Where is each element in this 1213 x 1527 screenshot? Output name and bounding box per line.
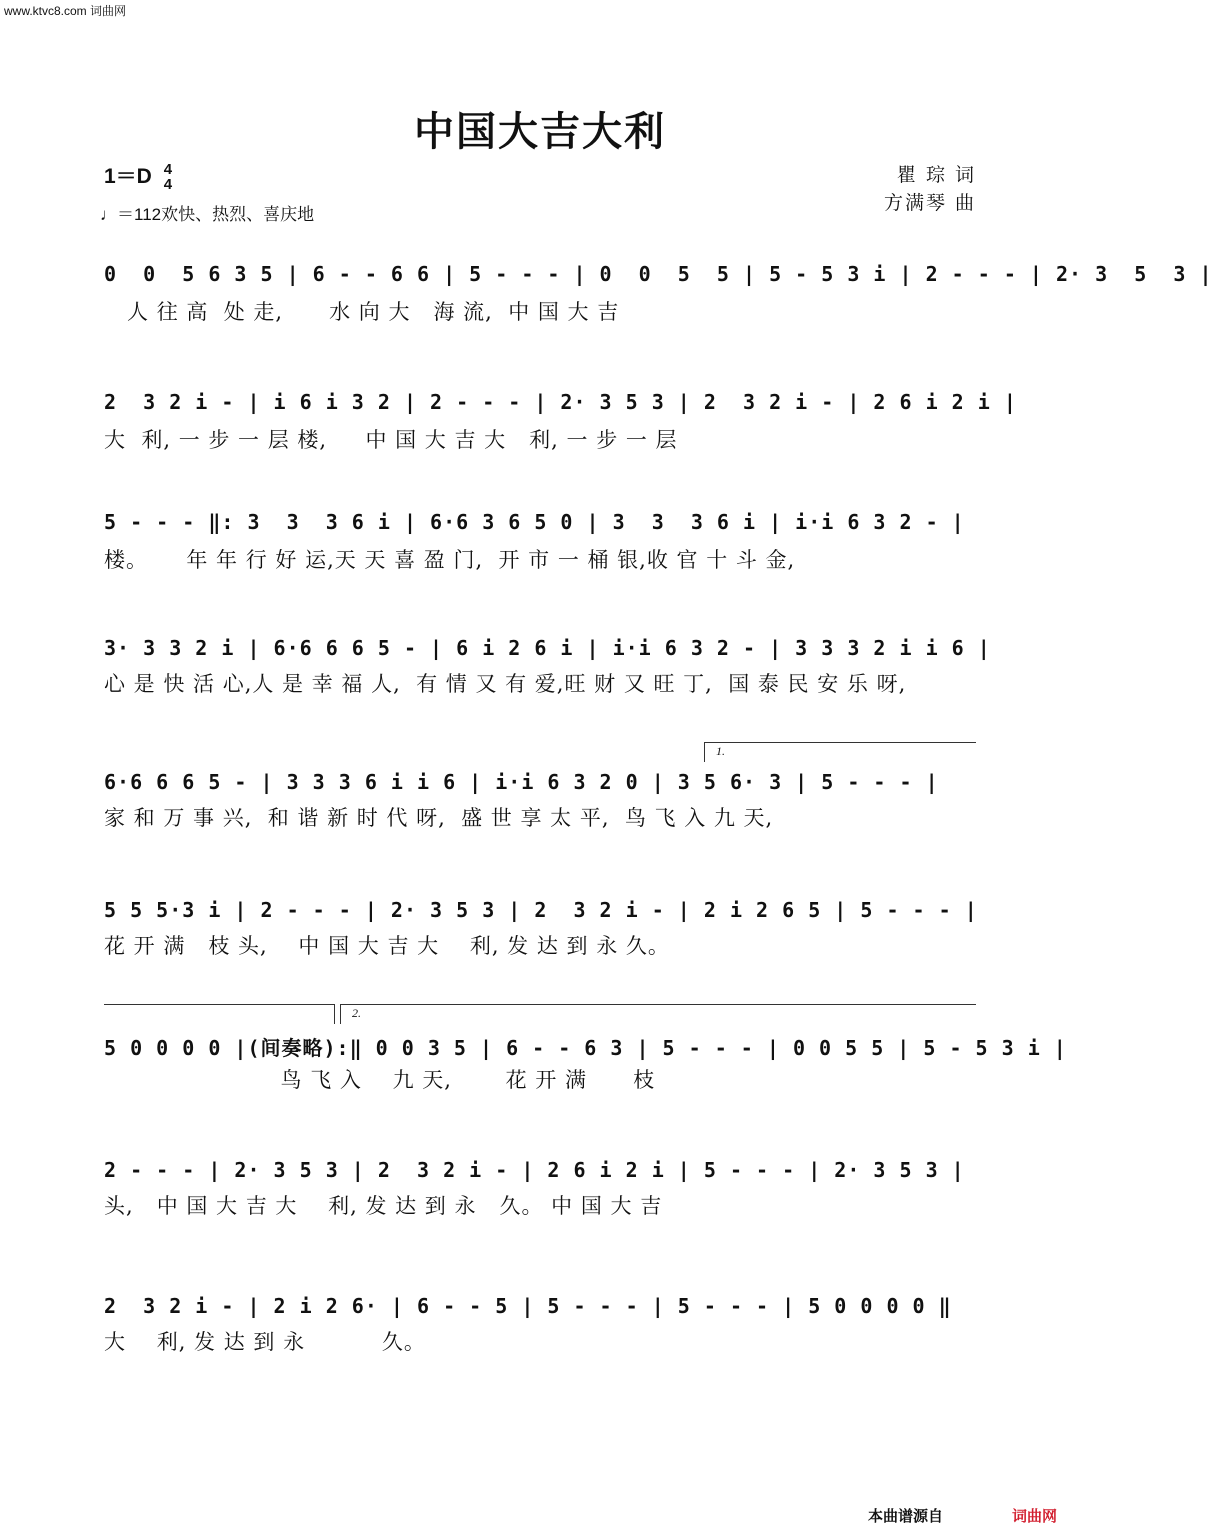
volta-1-end (334, 1004, 335, 1024)
footer-source-text: 本曲谱源自 (868, 1508, 944, 1525)
notation-row-2: 2 3 2 i - | i 6 i 3 2 | 2 - - - | 2· 3 5 3 | 2 3 2 i - | 2 6 i 2 i | (104, 390, 1017, 414)
notation-row-5: 6·6 6 6 5 - | 3 3 3 6 i i 6 | i·i 6 3 2 0 | 3 5 6· 3 | 5 - - - | (104, 770, 939, 794)
volta-2-bracket-edge (340, 1004, 341, 1024)
volta-1-continuation (104, 1004, 334, 1005)
volta-1-bracket-edge (704, 742, 705, 762)
notation-row-6: 5 5 5·3 i | 2 - - - | 2· 3 5 3 | 2 3 2 i - | 2 i 2 6 5 | 5 - - - | (104, 898, 978, 922)
song-title: 中国大吉大利 (414, 108, 666, 155)
lyrics-row-9: 大 利, 发 达 到 永 久。 (104, 1330, 426, 1354)
volta-1-label: 1. (716, 744, 725, 758)
notation-row-8: 2 - - - | 2· 3 5 3 | 2 3 2 i - | 2 6 i 2 i | 5 - - - | 2· 3 5 3 | (104, 1158, 965, 1182)
notation-row-9: 2 3 2 i - | 2 i 2 6· | 6 - - 5 | 5 - - - | 5 - - - | 5 0 0 0 0 ‖ (104, 1294, 952, 1318)
key-label: 1＝D (104, 165, 152, 188)
lyricist-credit: 瞿 琮 词 (896, 164, 976, 186)
notation-row-4: 3· 3 3 2 i | 6·6 6 6 5 - | 6 i 2 6 i | i·i 6 3 2 - | 3 3 3 2 i i 6 | (104, 636, 991, 660)
key-signature (104, 160, 172, 192)
tempo-marking: ♩＝112欢快、热烈、喜庆地 (100, 205, 315, 224)
time-signature (164, 162, 172, 192)
lyrics-row-1: 人 往 高 处 走, 水 向 大 海 流, 中 国 大 吉 (104, 300, 620, 324)
notation-row-1: 0 0 5 6 3 5 | 6 - - 6 6 | 5 - - - | 0 0 5 5 | 5 - 5 3 i | 2 - - - | 2· 3 5 3 | (104, 262, 1213, 286)
volta-2-label: 2. (352, 1006, 361, 1020)
lyrics-row-5: 家 和 万 事 兴, 和 谐 新 时 代 呀, 盛 世 享 太 平, 鸟 飞 入 九 天, (104, 806, 774, 830)
lyrics-row-4: 心 是 快 活 心,人 是 幸 福 人, 有 情 又 有 爱,旺 财 又 旺 丁, 国 泰 民 安 乐 呀, (104, 672, 907, 696)
footer-brand-logo[interactable]: 词曲网 (1012, 1508, 1058, 1525)
lyrics-row-2: 大 利, 一 步 一 层 楼, 中 国 大 吉 大 利, 一 步 一 层 (104, 428, 678, 452)
lyrics-row-6: 花 开 满 枝 头, 中 国 大 吉 大 利, 发 达 到 永 久。 (104, 934, 670, 958)
volta-2-bracket (340, 1004, 976, 1005)
notation-row-7: 5 0 0 0 0 |(间奏略):‖ 0 0 3 5 | 6 - - 6 3 | 5 - - - | 0 0 5 5 | 5 - 5 3 i | (104, 1036, 1067, 1060)
composer-credit: 方满琴 曲 (883, 192, 976, 214)
lyrics-row-3: 楼。 年 年 行 好 运,天 天 喜 盈 门, 开 市 一 桶 银,收 官 十 斗 金, (104, 548, 796, 572)
site-url[interactable]: www.ktvc8.com 词曲网 (4, 4, 127, 18)
time-bottom: 4 (163, 176, 173, 194)
volta-1-bracket (704, 742, 976, 743)
time-top: 4 (163, 161, 173, 179)
lyrics-row-7: 鸟 飞 入 九 天, 花 开 满 枝 (104, 1068, 656, 1092)
notation-row-3: 5 - - - ‖: 3 3 3 6 i | 6·6 3 6 5 0 | 3 3 3 6 i | i·i 6 3 2 - | (104, 510, 965, 534)
lyrics-row-8: 头, 中 国 大 吉 大 利, 发 达 到 永 久。 中 国 大 吉 (104, 1194, 663, 1218)
